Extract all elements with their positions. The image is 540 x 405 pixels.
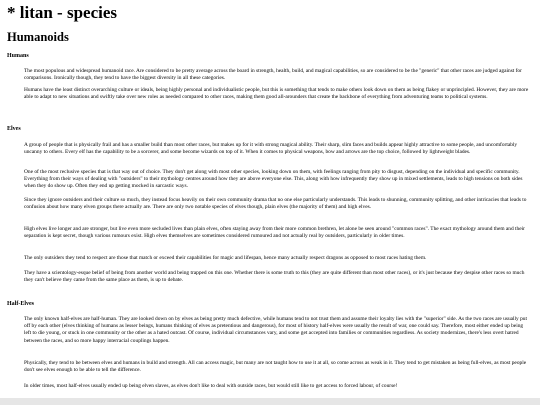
humans-paragraph-1: The most populous and widespread humanoid race. Are considered to be pretty average across the board in strength, health, build, and magical capabilities, so are considered to be the "generic" that other races are judged against for comparisons. Ironically though, they tend to have the biggest diversity in all these categories. [24,68,522,82]
elves-paragraph-3: Since they ignore outsiders and their culture so much, they instead focus heavily on their own community drama that no one else particularly understands. This leads to shunning, community splitting, and other intricacies that leads to confusion about how many elven groups there actually are. There are only two notable species of elves though, plain elves (the majority of them) and high elves. [24,197,527,211]
subheading-elves: Elves [7,126,21,132]
half-elves-paragraph-3: In older times, most half-elves usually ended up being elven slaves, as elves don't like to deal with outside races, but would still like to get access to forced labour, of course! [24,383,398,389]
half-elves-paragraph-1: The only known half-elves are half-human. They are looked down on by elves as being pretty much defective, while humans tend to not trust them and assume their loyalty lies with the "superior" side. As the two races are usually put off by each other (elves thinking of humans as lesser beings, humans thinking of elves as pretentious and dangerous), for most of history half-elves were usually the result of war, one could say. Therefore, most either ended up being left to die young, or stuck in one community or the other as a hated outcast. Of course, individual circumstances vary, and some get accepted into families or communities regardless. As society modernizes, there's less overt hatred between the races, and so more happy interracial couplings happen. [24,316,527,344]
horizontal-scrollbar[interactable] [0,398,540,405]
elves-paragraph-1: A group of people that is physically frail and has a smaller build than most other races, but makes up for it with strong magical ability. Their sharp, slim faces and builds appear highly attractive to some people, and uncomfortably uncanny to others. Every elf has the capability to be a sorcerer, and some become wizards on top of it. When it comes to physical weapons, bow and arrows are the top choice, followed by lightweight blades. [24,142,518,156]
elves-paragraph-4: High elves live longer and are stronger, but live even more secluded lives than plain elves, often staying away from their more common brethren, let alone be seen around "common races". The exact mythology around them and their separation is kept secret, though various rumours exist. High elves themselves are sometimes considered rumoured and not actually real by outsiders, particularly in older times. [24,226,525,240]
subheading-humans: Humans [7,53,29,59]
subheading-half-elves: Half-Elves [7,301,34,307]
page-title: * litan - species [7,3,118,22]
humans-paragraph-2: Humans have the least distinct overarching culture or ideals, being highly personal and individualistic people, but this is something that tends to make others look down on them as being flakey or unprincipled. However, they are more able to adapt to new situations and swiftly take over new roles as needed compared to other races, making them good all-arounders that create the backbone of everything from adventuring teams to political systems. [24,87,529,101]
elves-paragraph-5: The only outsiders they tend to respect are those that match or exceed their capabilities for magic and lifespan, hence many actually respect dragons as opposed to most races hating them. [24,255,427,261]
elves-paragraph-2: One of the most reclusive species that is that way out of choice. They don't get along with most other species, looking down on them, with feelings ranging from pity to disgust, depending on the individual and specific community. Everything from their ways of dealing with "outsiders" to their mythology centres around how they are above everyone else. This, along with how infrequently they show up in mixed settlements, leads to high tensions on both sides when they do show up. Often they end up getting mocked in sarcastic ways. [24,169,523,190]
section-heading-humanoids: Humanoids [7,30,69,44]
half-elves-paragraph-2: Physically, they tend to be between elves and humans in build and strength. All can access magic, but many are not taught how to use it at all, so come across as weak in it. They tend to get mistaken as being full-elves, as most people don't see elves enough to be able to tell the difference. [24,360,527,374]
elves-paragraph-6: They have a scientology-esque belief of being from another world and being trapped on this one. Whether there is some truth to this (they are quite different than most other races), or it's just because they despise other races so much they can't believe they came from the same place as them, is up to debate. [24,270,525,284]
